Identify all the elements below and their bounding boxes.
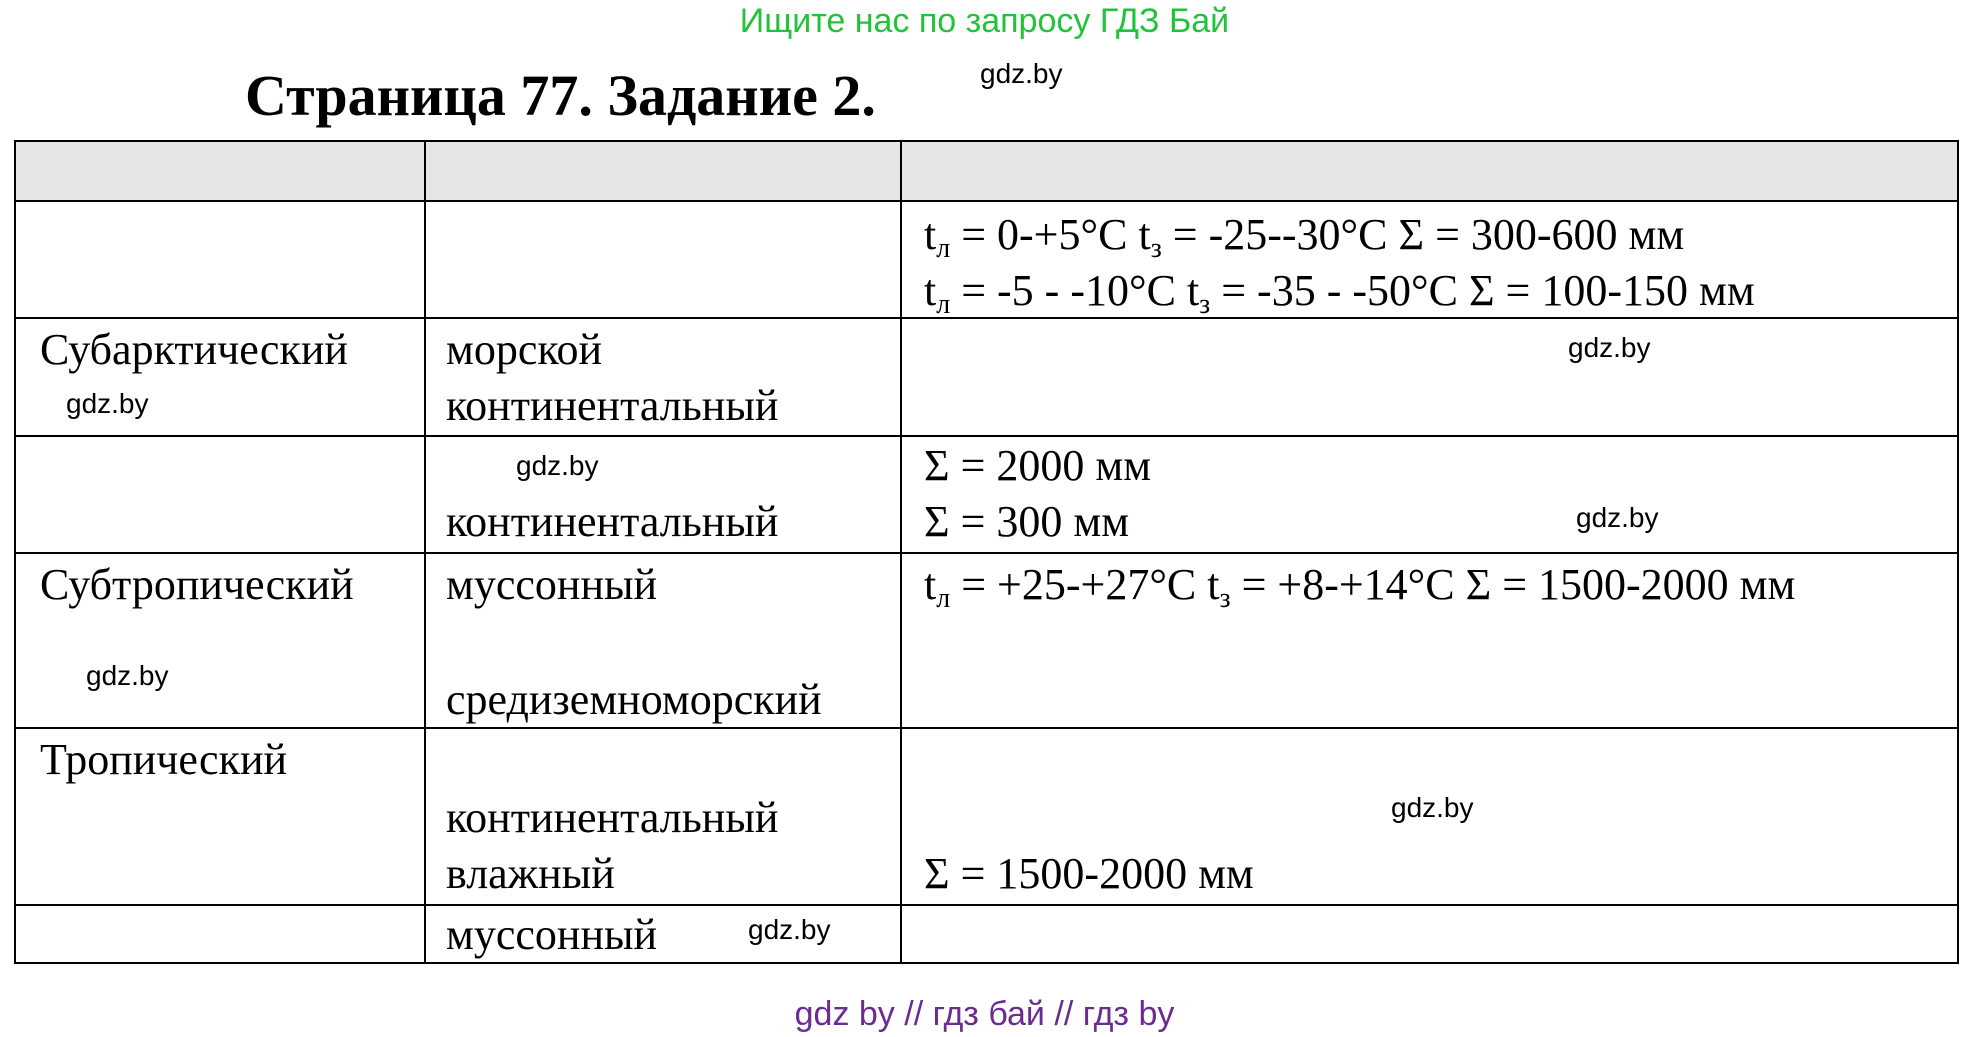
climate-type-label: влажный [446, 849, 615, 898]
watermark: gdz.by [516, 450, 599, 481]
row-divider [16, 904, 1957, 906]
watermark: gdz.by [980, 58, 1063, 89]
watermark: gdz.by [748, 914, 831, 945]
top-banner: Ищите нас по запросу ГДЗ Бай [739, 2, 1230, 40]
row-divider [16, 727, 1957, 729]
climate-type-label: континентальный [446, 793, 779, 842]
footer-watermark: gdz by // гдз бай // гдз by [794, 995, 1175, 1033]
watermark: gdz.by [1568, 332, 1651, 363]
climate-type-label: муссонный [446, 910, 658, 959]
watermark: gdz.by [86, 660, 169, 691]
climate-belt-label: Субтропический [40, 560, 354, 609]
climate-values-line: Σ = 1500-2000 мм [924, 849, 1254, 898]
climate-type-label: континентальный [446, 381, 779, 430]
row-divider [16, 435, 1957, 437]
climate-belt-label: Субарктический [40, 325, 348, 374]
climate-type-label: морской [446, 325, 603, 374]
table-header-row [16, 142, 1957, 202]
watermark: gdz.by [1576, 502, 1659, 533]
watermark: gdz.by [1391, 792, 1474, 823]
climate-type-label: муссонный [446, 560, 658, 609]
watermark: gdz.by [66, 388, 149, 419]
climate-values-line: Σ = 2000 мм [924, 441, 1152, 490]
climate-table [14, 140, 1959, 964]
page-title: Страница 77. Задание 2. [245, 63, 876, 128]
climate-type-label: средиземноморский [446, 675, 822, 724]
climate-values-line: Σ = 300 мм [924, 497, 1130, 546]
climate-belt-label: Тропический [40, 735, 288, 784]
climate-values-line: $t_л = +25-+27^\circ C$ $t_з = +8-+14^\circ C$ Σ = 1500-2000 мм [924, 560, 1796, 614]
row-divider [16, 552, 1957, 554]
climate-type-label: континентальный [446, 497, 779, 546]
climate-values-line: $t_л = -5 - -10^\circ C$ $t_з = -35 - -50^\circ C$ Σ = 100-150 мм [924, 266, 1755, 320]
climate-values-line: $t_л = 0-+5^\circ C$ $t_з = -25--30^\circ C$ Σ = 300-600 мм [924, 210, 1685, 264]
